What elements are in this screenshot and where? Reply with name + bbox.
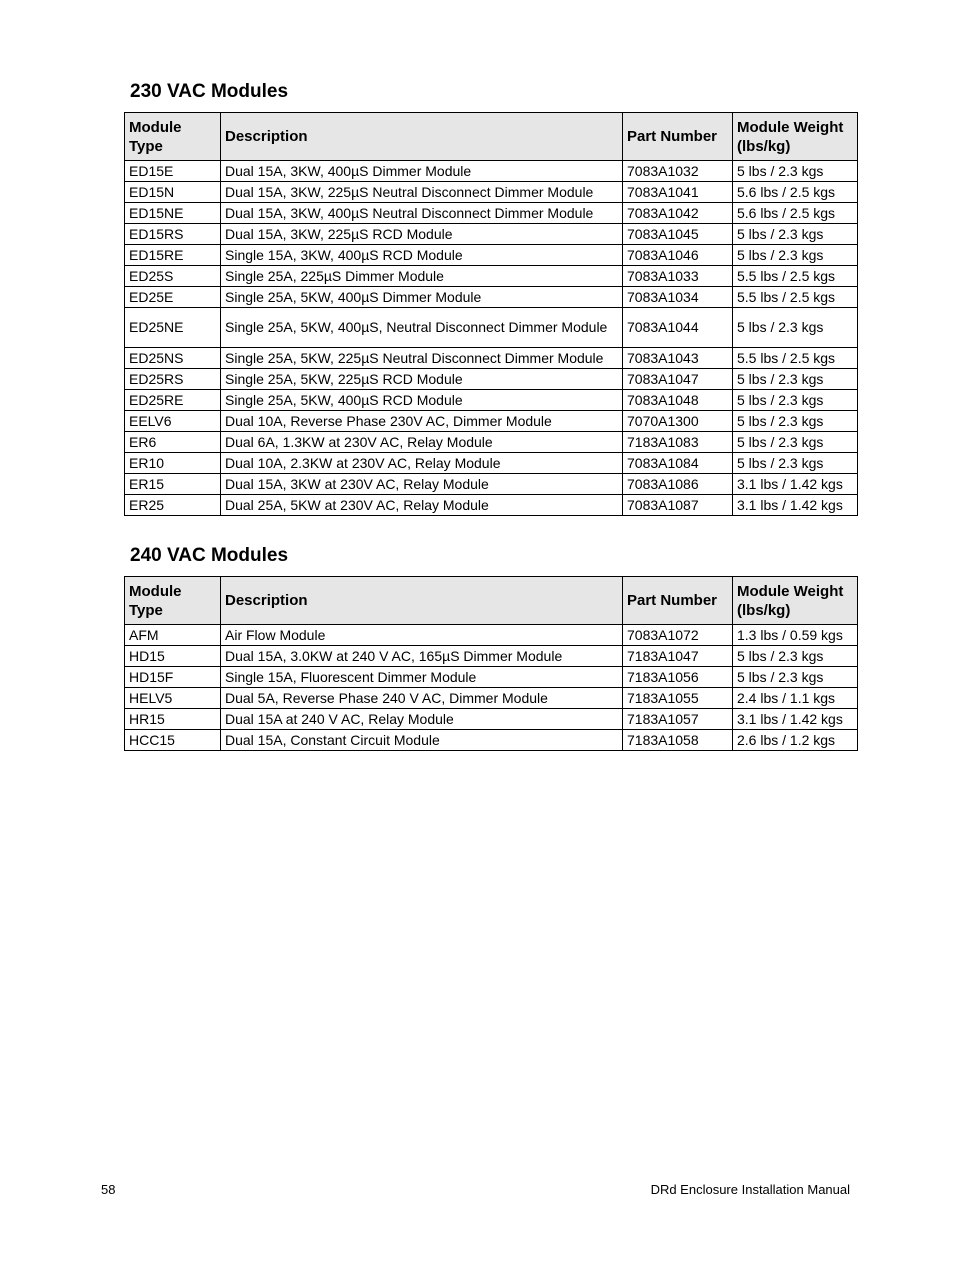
- part-number-cell: 7083A1084: [623, 453, 733, 474]
- module-weight-cell: 5.6 lbs / 2.5 kgs: [733, 203, 858, 224]
- description-cell: Single 25A, 5KW, 400µS, Neutral Disconnect Dimmer Module: [221, 308, 623, 348]
- part-number-cell: 7183A1058: [623, 730, 733, 751]
- description-cell: Dual 10A, 2.3KW at 230V AC, Relay Module: [221, 453, 623, 474]
- part-number-cell: 7183A1047: [623, 646, 733, 667]
- description-cell: Dual 15A, 3KW, 400µS Dimmer Module: [221, 161, 623, 182]
- description-cell: Dual 15A, 3KW at 230V AC, Relay Module: [221, 474, 623, 495]
- module-weight-cell: 2.4 lbs / 1.1 kgs: [733, 688, 858, 709]
- table-row: [125, 453, 858, 474]
- module-type-cell: HD15F: [125, 667, 221, 688]
- header-part-number: Part Number: [623, 113, 733, 161]
- part-number-cell: 7083A1042: [623, 203, 733, 224]
- header-module-weight: Module Weight (lbs/kg): [733, 113, 858, 161]
- module-type-cell: HD15: [125, 646, 221, 667]
- description-cell: Dual 15A at 240 V AC, Relay Module: [221, 709, 623, 730]
- module-type-cell: HR15: [125, 709, 221, 730]
- part-number-cell: 7083A1086: [623, 474, 733, 495]
- part-number-cell: 7083A1048: [623, 390, 733, 411]
- section-title-230vac: 230 VAC Modules: [130, 81, 289, 102]
- description-cell: Single 25A, 5KW, 225µS Neutral Disconnect Dimmer Module: [221, 348, 623, 369]
- page-number: 58: [101, 1182, 116, 1197]
- table-row: [125, 182, 858, 203]
- module-type-cell: ED15RS: [125, 224, 221, 245]
- module-type-cell: ED15NE: [125, 203, 221, 224]
- module-type-cell: ER15: [125, 474, 221, 495]
- description-cell: Single 25A, 225µS Dimmer Module: [221, 266, 623, 287]
- description-cell: Dual 10A, Reverse Phase 230V AC, Dimmer Module: [221, 411, 623, 432]
- module-type-cell: ER6: [125, 432, 221, 453]
- table-row: [125, 730, 858, 751]
- description-cell: Single 25A, 5KW, 400µS Dimmer Module: [221, 287, 623, 308]
- part-number-cell: 7083A1045: [623, 224, 733, 245]
- part-number-cell: 7083A1047: [623, 369, 733, 390]
- header-module-type: Module Type: [125, 113, 221, 161]
- module-weight-cell: 2.6 lbs / 1.2 kgs: [733, 730, 858, 751]
- part-number-cell: 7083A1032: [623, 161, 733, 182]
- table-row: [125, 266, 858, 287]
- module-type-cell: ED25S: [125, 266, 221, 287]
- module-type-cell: EELV6: [125, 411, 221, 432]
- part-number-cell: 7083A1041: [623, 182, 733, 203]
- module-type-cell: ER10: [125, 453, 221, 474]
- header-description: Description: [221, 113, 623, 161]
- table-row: [125, 688, 858, 709]
- module-weight-cell: 5 lbs / 2.3 kgs: [733, 161, 858, 182]
- module-weight-cell: 5 lbs / 2.3 kgs: [733, 432, 858, 453]
- description-cell: Dual 15A, 3KW, 225µS Neutral Disconnect Dimmer Module: [221, 182, 623, 203]
- part-number-cell: 7083A1033: [623, 266, 733, 287]
- part-number-cell: 7183A1056: [623, 667, 733, 688]
- part-number-cell: 7183A1057: [623, 709, 733, 730]
- module-weight-cell: 5 lbs / 2.3 kgs: [733, 411, 858, 432]
- module-weight-cell: 5 lbs / 2.3 kgs: [733, 453, 858, 474]
- table-row: [125, 369, 858, 390]
- table-row: [125, 495, 858, 516]
- part-number-cell: 7183A1055: [623, 688, 733, 709]
- module-type-cell: AFM: [125, 625, 221, 646]
- table-row: [125, 390, 858, 411]
- module-type-cell: HELV5: [125, 688, 221, 709]
- module-weight-cell: 1.3 lbs / 0.59 kgs: [733, 625, 858, 646]
- table-row: [125, 667, 858, 688]
- modules-table-240vac: [124, 576, 858, 751]
- table-row: [125, 308, 858, 348]
- table-row: [125, 161, 858, 182]
- table-row: [125, 474, 858, 495]
- table-row: [125, 625, 858, 646]
- header-module-weight: Module Weight (lbs/kg): [733, 577, 858, 625]
- description-cell: Single 25A, 5KW, 400µS RCD Module: [221, 390, 623, 411]
- module-type-cell: ER25: [125, 495, 221, 516]
- module-type-cell: ED15RE: [125, 245, 221, 266]
- part-number-cell: 7083A1046: [623, 245, 733, 266]
- part-number-cell: 7083A1087: [623, 495, 733, 516]
- header-description: Description: [221, 577, 623, 625]
- table-row: [125, 348, 858, 369]
- module-weight-cell: 5 lbs / 2.3 kgs: [733, 646, 858, 667]
- table-row: [125, 245, 858, 266]
- module-type-cell: HCC15: [125, 730, 221, 751]
- part-number-cell: 7183A1083: [623, 432, 733, 453]
- manual-title: DRd Enclosure Installation Manual: [650, 1182, 850, 1197]
- table-row: [125, 224, 858, 245]
- description-cell: Dual 5A, Reverse Phase 240 V AC, Dimmer Module: [221, 688, 623, 709]
- description-cell: Single 15A, 3KW, 400µS RCD Module: [221, 245, 623, 266]
- module-type-cell: ED25E: [125, 287, 221, 308]
- module-type-cell: ED15E: [125, 161, 221, 182]
- module-weight-cell: 5 lbs / 2.3 kgs: [733, 369, 858, 390]
- module-weight-cell: 5 lbs / 2.3 kgs: [733, 390, 858, 411]
- table-row: [125, 709, 858, 730]
- table-row: [125, 432, 858, 453]
- module-weight-cell: 5.5 lbs / 2.5 kgs: [733, 266, 858, 287]
- module-type-cell: ED25RE: [125, 390, 221, 411]
- table-row: [125, 411, 858, 432]
- module-weight-cell: 5.5 lbs / 2.5 kgs: [733, 287, 858, 308]
- module-weight-cell: 3.1 lbs / 1.42 kgs: [733, 474, 858, 495]
- header-module-type: Module Type: [125, 577, 221, 625]
- module-weight-cell: 5 lbs / 2.3 kgs: [733, 245, 858, 266]
- table-header-row: [125, 577, 858, 625]
- table-row: [125, 287, 858, 308]
- part-number-cell: 7070A1300: [623, 411, 733, 432]
- description-cell: Dual 6A, 1.3KW at 230V AC, Relay Module: [221, 432, 623, 453]
- description-cell: Dual 15A, 3KW, 400µS Neutral Disconnect Dimmer Module: [221, 203, 623, 224]
- module-weight-cell: 3.1 lbs / 1.42 kgs: [733, 709, 858, 730]
- description-cell: Single 15A, Fluorescent Dimmer Module: [221, 667, 623, 688]
- module-type-cell: ED15N: [125, 182, 221, 203]
- table-row: [125, 646, 858, 667]
- module-type-cell: ED25RS: [125, 369, 221, 390]
- part-number-cell: 7083A1072: [623, 625, 733, 646]
- module-weight-cell: 3.1 lbs / 1.42 kgs: [733, 495, 858, 516]
- part-number-cell: 7083A1034: [623, 287, 733, 308]
- module-weight-cell: 5 lbs / 2.3 kgs: [733, 308, 858, 348]
- module-type-cell: ED25NE: [125, 308, 221, 348]
- module-weight-cell: 5.6 lbs / 2.5 kgs: [733, 182, 858, 203]
- module-type-cell: ED25NS: [125, 348, 221, 369]
- description-cell: Dual 15A, Constant Circuit Module: [221, 730, 623, 751]
- description-cell: Dual 15A, 3KW, 225µS RCD Module: [221, 224, 623, 245]
- description-cell: Single 25A, 5KW, 225µS RCD Module: [221, 369, 623, 390]
- description-cell: Dual 15A, 3.0KW at 240 V AC, 165µS Dimmer Module: [221, 646, 623, 667]
- description-cell: Air Flow Module: [221, 625, 623, 646]
- module-weight-cell: 5 lbs / 2.3 kgs: [733, 224, 858, 245]
- header-part-number: Part Number: [623, 577, 733, 625]
- part-number-cell: 7083A1044: [623, 308, 733, 348]
- module-weight-cell: 5.5 lbs / 2.5 kgs: [733, 348, 858, 369]
- part-number-cell: 7083A1043: [623, 348, 733, 369]
- table-row: [125, 203, 858, 224]
- module-weight-cell: 5 lbs / 2.3 kgs: [733, 667, 858, 688]
- section-title-240vac: 240 VAC Modules: [130, 545, 289, 566]
- modules-table-230vac: [124, 112, 858, 516]
- table-header-row: [125, 113, 858, 161]
- description-cell: Dual 25A, 5KW at 230V AC, Relay Module: [221, 495, 623, 516]
